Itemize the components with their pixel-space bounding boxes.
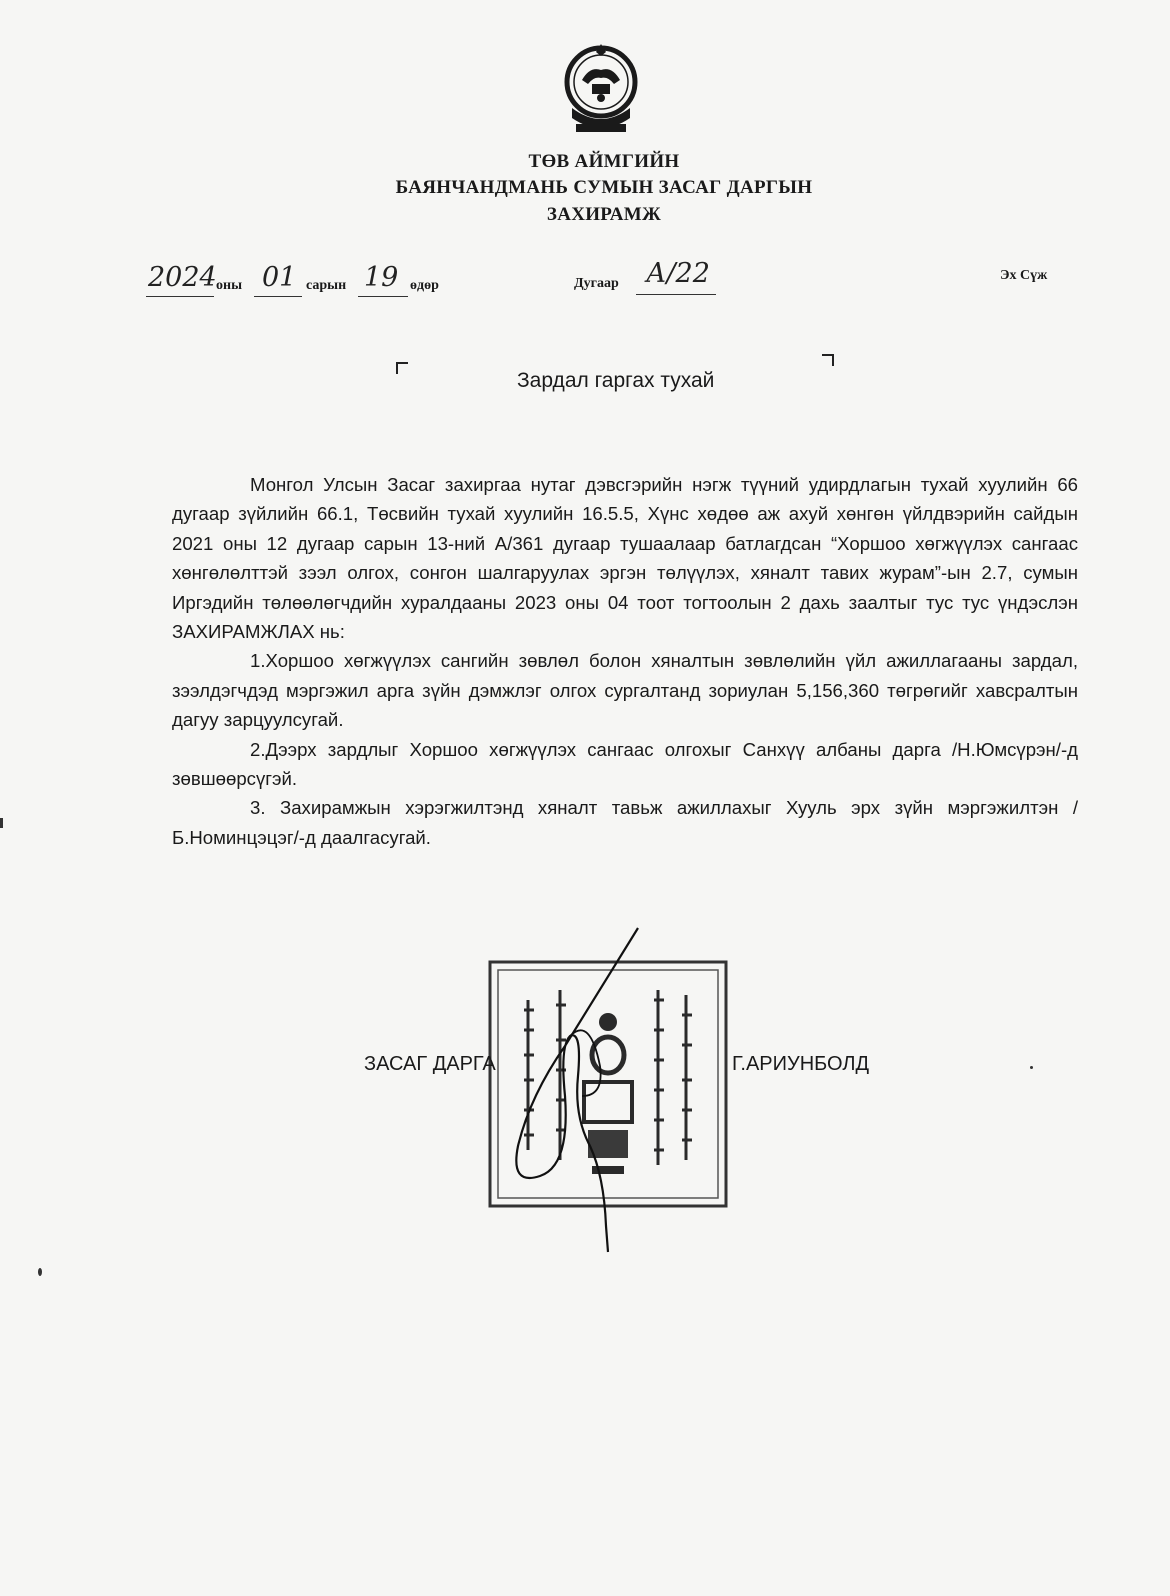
body-paragraph-item-2: 2.Дээрх зардлыг Хоршоо хөгжүүлэх сангаас олгохыг Санхүү албаны дарга /Н.Юмсүрэн/-д зөвшөөрсүгэй. bbox=[172, 738, 1078, 790]
date-day: 19 bbox=[364, 262, 399, 293]
day-underline bbox=[358, 296, 408, 297]
state-emblem-icon bbox=[562, 40, 640, 140]
day-suffix: өдөр bbox=[410, 278, 439, 293]
header-line-aimag: ТӨВ АЙМГИЙН bbox=[528, 151, 680, 172]
body-paragraph-preamble: Монгол Улсын Засаг захиргаа нутаг дэвсгэрийн нэгж түүний удирдлагын тухай хуулийн 66 дугаар зүйлийн 66.1, Төсвийн тухай хуулийн 16.5.5, Хүнс хөдөө аж ахуй хөнгөн үйлдвэрийн сайдын 2021 оны 12 дугаар сарын 13-ний А/361 дугаар тушаалаар батлагдсан “Хоршоо хөгжүүлэх сангаас хөнгөлөлттэй зээл олгох, сонгон шалгаруулах эргэн төлүүлэх, хяналт тавих журам”-ын 2.7, сумын Иргэдийн төлөөлөгчдийн хуралдааны 2023 оны 04 тоот тогтоолын 2 дахь заалтыг тус тус үндэслэн ЗАХИРАМЖЛАХ нь: bbox=[172, 474, 1078, 643]
date-month: 01 bbox=[262, 262, 297, 293]
header-line-office: БАЯНЧАНДМАНЬ СУМЫН ЗАСАГ ДАРГЫН bbox=[395, 177, 813, 198]
signatory-title: ЗАСАГ ДАРГА bbox=[364, 1053, 496, 1075]
document-body bbox=[172, 470, 1078, 852]
month-underline bbox=[254, 296, 302, 297]
header-line-doctype: ЗАХИРАМЖ bbox=[546, 204, 662, 225]
year-underline bbox=[146, 296, 214, 297]
body-paragraph-item-1: 1.Хоршоо хөгжүүлэх сангийн зөвлөл болон хяналтын зөвлөлийн үйл ажиллагааны зардал, зээлдэгчдэд мэргэжил арга зүйн дэмжлэг олгох сургалтанд зориулан 5,156,360 төгрөгийг хавсралтын дагуу зарцуулсугай. bbox=[172, 650, 1078, 731]
number-underline bbox=[636, 294, 716, 295]
scan-speck bbox=[0, 818, 3, 828]
number-value: А/22 bbox=[646, 258, 710, 289]
scan-speck bbox=[38, 1268, 42, 1276]
title-corner-right bbox=[822, 354, 834, 366]
scan-speck bbox=[1030, 1066, 1033, 1069]
date-year: 2024 bbox=[148, 262, 217, 293]
body-paragraph-item-3: 3. Захирамжын хэрэгжилтэнд хяналт тавьж ажиллахыг Хууль эрх зүйн мэргэжилтэн /Б.Номинцэцэг/-д даалгасугай. bbox=[172, 797, 1078, 848]
copy-mark: Эх Сүж bbox=[1000, 268, 1048, 283]
document-subject: Зардал гаргах тухай bbox=[517, 369, 715, 392]
number-label: Дугаар bbox=[574, 276, 619, 291]
year-suffix: оны bbox=[216, 278, 242, 293]
signatory-name: Г.АРИУНБОЛД bbox=[732, 1053, 870, 1075]
handwritten-signature bbox=[470, 926, 670, 1256]
month-suffix: сарын bbox=[306, 278, 347, 293]
title-corner-left bbox=[396, 362, 408, 374]
